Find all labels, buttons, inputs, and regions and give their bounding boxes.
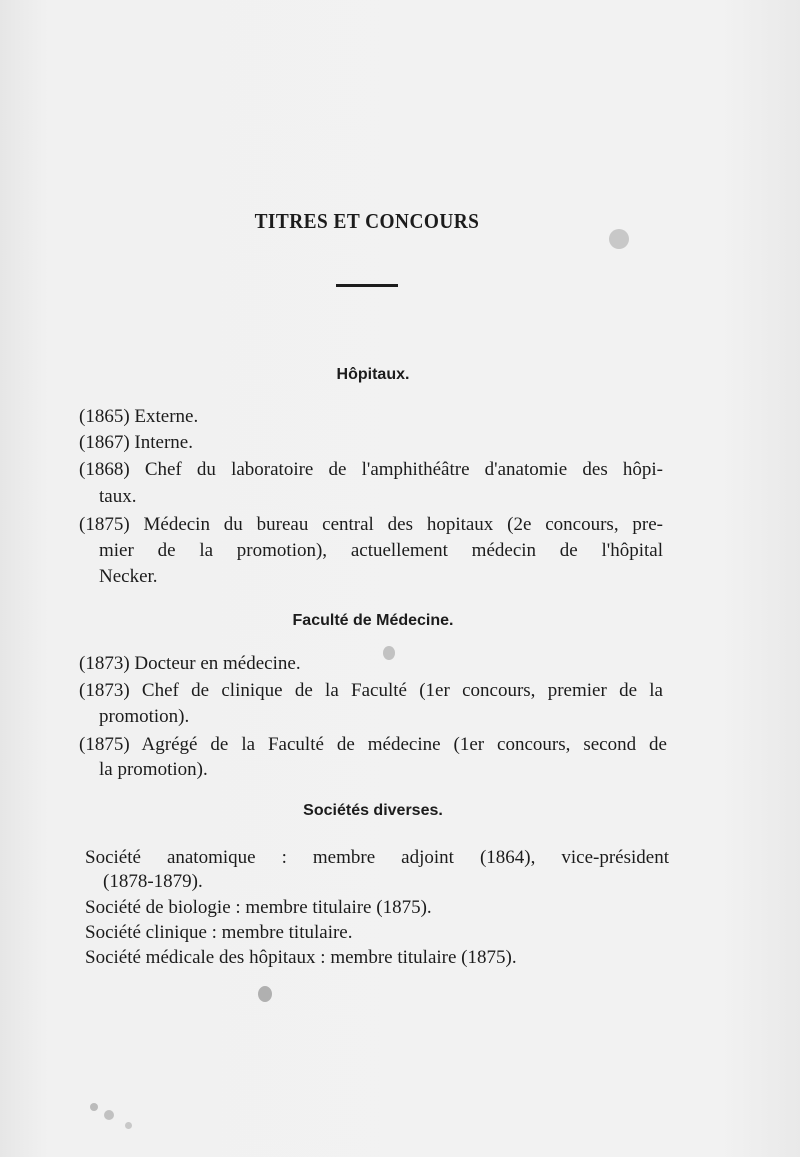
entry-line: (1865) Externe. (79, 406, 199, 427)
entry-line: (1873) Chef de clinique de la Faculté (1er concours, premier de la (79, 680, 663, 701)
section-heading-faculte: Faculté de Médecine. (292, 612, 454, 629)
ink-spot (125, 1122, 132, 1129)
ink-spot (258, 986, 272, 1002)
ink-spot (104, 1110, 114, 1120)
ink-spot (90, 1103, 98, 1111)
entry-line: Necker. (99, 566, 158, 587)
entry-line: (1875) Médecin du bureau central des hopitaux (2e concours, pre- (79, 514, 663, 535)
ink-spot (383, 646, 395, 660)
section-heading-societes: Sociétés diverses. (303, 802, 443, 819)
entry-line: Société de biologie : membre titulaire (1875). (85, 897, 432, 918)
entry-line: (1878-1879). (103, 871, 203, 892)
section-heading-hopitaux: Hôpitaux. (336, 366, 410, 383)
entry-line: (1868) Chef du laboratoire de l'amphithéâtre d'anatomie des hôpi- (79, 459, 663, 480)
entry-line: mier de la promotion), actuellement médecin de l'hôpital (99, 540, 663, 561)
entry-line: taux. (99, 486, 137, 507)
title-divider (336, 284, 398, 287)
page-title: TITRES ET CONCOURS (254, 209, 480, 233)
entry-line: Société anatomique : membre adjoint (1864), vice-président (85, 847, 669, 868)
entry-line: Société clinique : membre titulaire. (85, 922, 353, 943)
entry-line: (1875) Agrégé de la Faculté de médecine (1er concours, second de (79, 734, 667, 755)
entry-line: Société médicale des hôpitaux : membre titulaire (1875). (85, 947, 517, 968)
entry-line: promotion). (99, 706, 190, 727)
entry-line: (1867) Interne. (79, 432, 193, 453)
entry-line: (1873) Docteur en médecine. (79, 653, 301, 674)
entry-line: la promotion). (99, 759, 208, 780)
